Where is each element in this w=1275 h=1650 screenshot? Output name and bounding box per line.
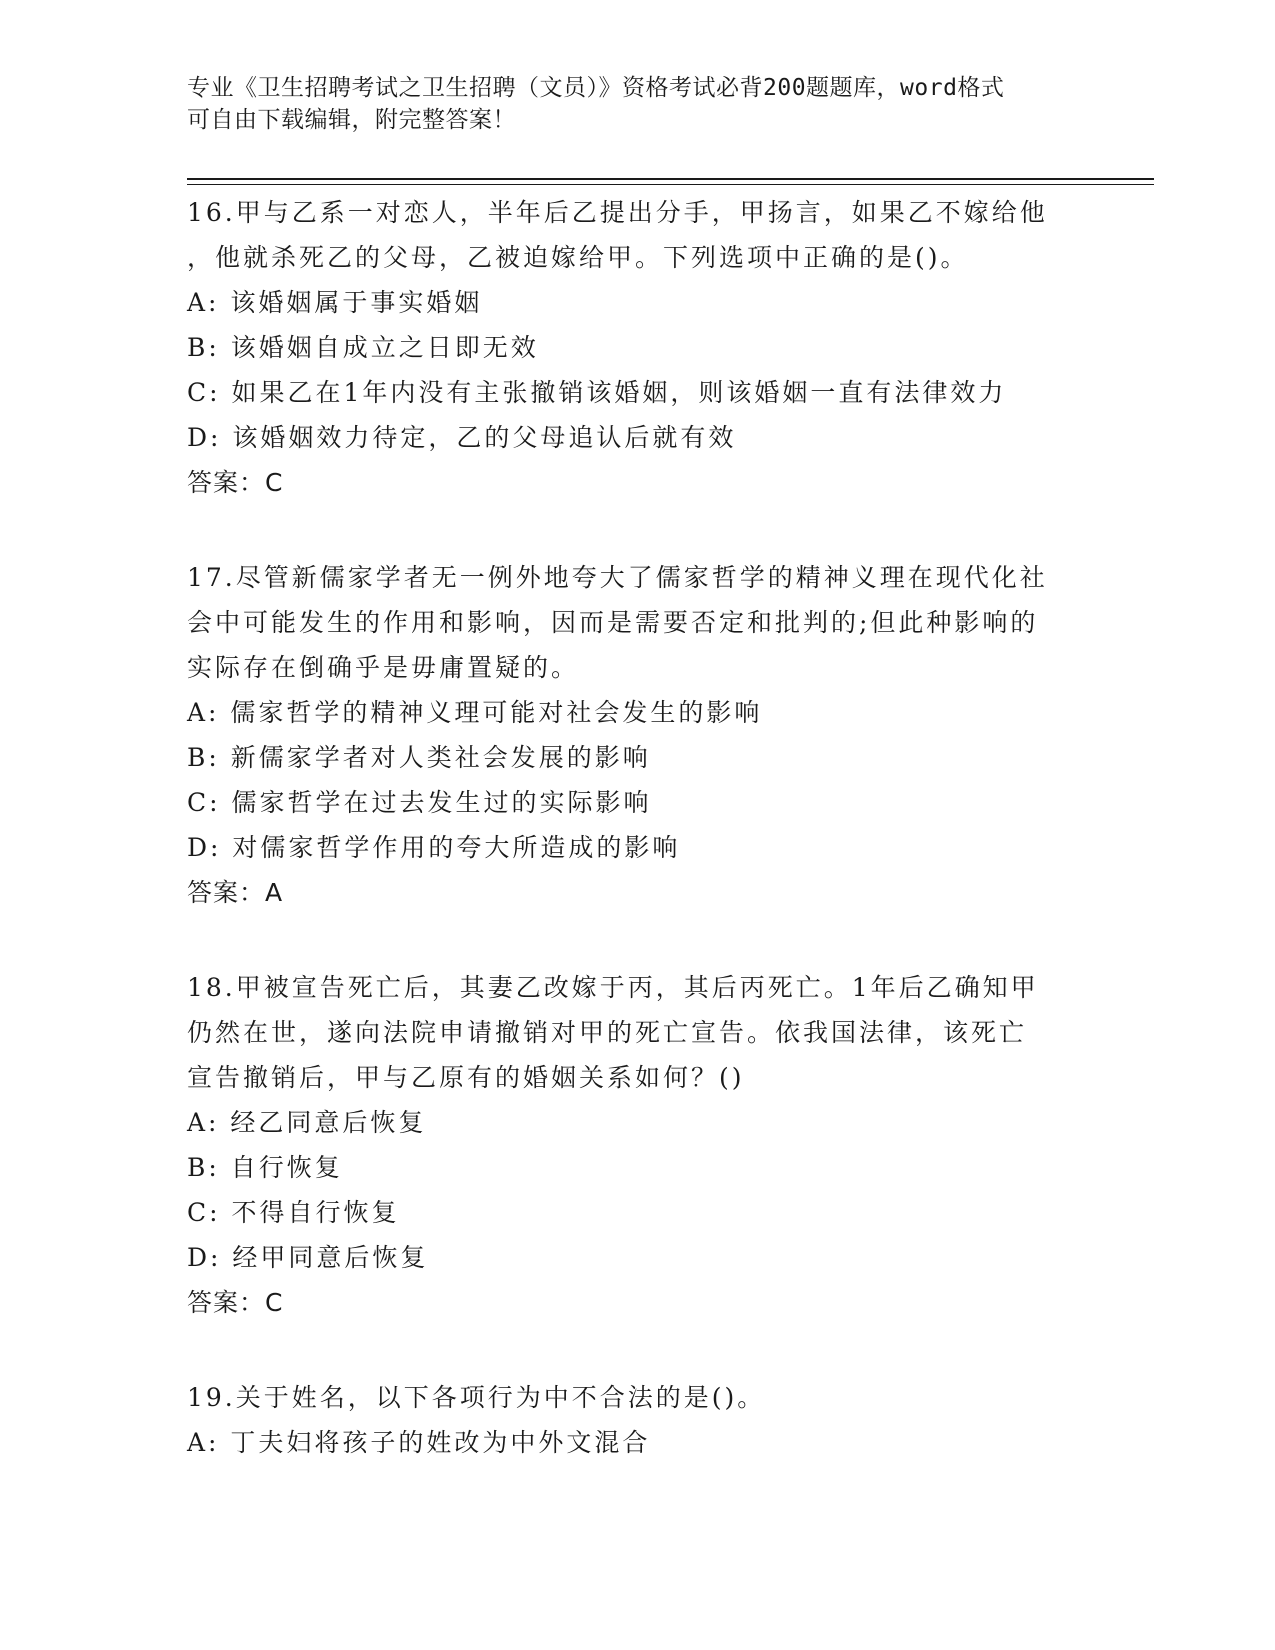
document-header	[187, 72, 1087, 136]
option-a: A: 丁夫妇将孩子的姓改为中外文混合	[187, 1428, 651, 1457]
question-text-line: 18.甲被宣告死亡后，其妻乙改嫁于丙，其后丙死亡。1年后乙确知甲	[187, 973, 1039, 1002]
option-a: A: 儒家哲学的精神义理可能对社会发生的影响	[187, 698, 763, 727]
header-line-1: 专业《卫生招聘考试之卫生招聘（文员）》资格考试必背200题题库，word格式	[187, 75, 1005, 101]
answer-line: 答案：C	[187, 1288, 284, 1317]
question-text-line: 实际存在倒确乎是毋庸置疑的。	[187, 653, 580, 682]
question-text-line: 会中可能发生的作用和影响，因而是需要否定和批判的;但此种影响的	[187, 608, 1039, 637]
question-16	[187, 190, 1087, 505]
option-c: C: 儒家哲学在过去发生过的实际影响	[187, 788, 652, 817]
question-text-line: 19.关于姓名，以下各项行为中不合法的是()。	[187, 1383, 766, 1412]
question-text-line: 仍然在世，遂向法院申请撤销对甲的死亡宣告。依我国法律，该死亡	[187, 1018, 1028, 1047]
option-d: D: 经甲同意后恢复	[187, 1243, 429, 1272]
option-b: B: 该婚姻自成立之日即无效	[187, 333, 539, 362]
question-text-line: ，他就杀死乙的父母，乙被迫嫁给甲。下列选项中正确的是()。	[187, 243, 969, 272]
question-list	[187, 190, 1087, 1515]
question-19	[187, 1375, 1087, 1465]
option-a: A: 该婚姻属于事实婚姻	[187, 288, 483, 317]
option-c: C: 如果乙在1年内没有主张撤销该婚姻，则该婚姻一直有法律效力	[187, 378, 1007, 407]
question-text-line: 17.尽管新儒家学者无一例外地夸大了儒家哲学的精神义理在现代化社	[187, 563, 1048, 592]
option-b: B: 自行恢复	[187, 1153, 343, 1182]
question-17	[187, 555, 1087, 915]
option-b: B: 新儒家学者对人类社会发展的影响	[187, 743, 651, 772]
question-text-line: 16.甲与乙系一对恋人，半年后乙提出分手，甲扬言，如果乙不嫁给他	[187, 198, 1048, 227]
option-d: D: 对儒家哲学作用的夸大所造成的影响	[187, 833, 681, 862]
header-line-2: 可自由下载编辑，附完整答案！	[187, 107, 516, 133]
option-a: A: 经乙同意后恢复	[187, 1108, 427, 1137]
question-text-line: 宣告撤销后，甲与乙原有的婚姻关系如何？()	[187, 1063, 745, 1092]
header-divider-thick	[187, 178, 1154, 180]
question-18	[187, 965, 1087, 1325]
option-c: C: 不得自行恢复	[187, 1198, 400, 1227]
header-divider-thin	[187, 184, 1154, 185]
option-d: D: 该婚姻效力待定，乙的父母追认后就有效	[187, 423, 737, 452]
answer-line: 答案：A	[187, 878, 284, 907]
answer-line: 答案：C	[187, 468, 284, 497]
